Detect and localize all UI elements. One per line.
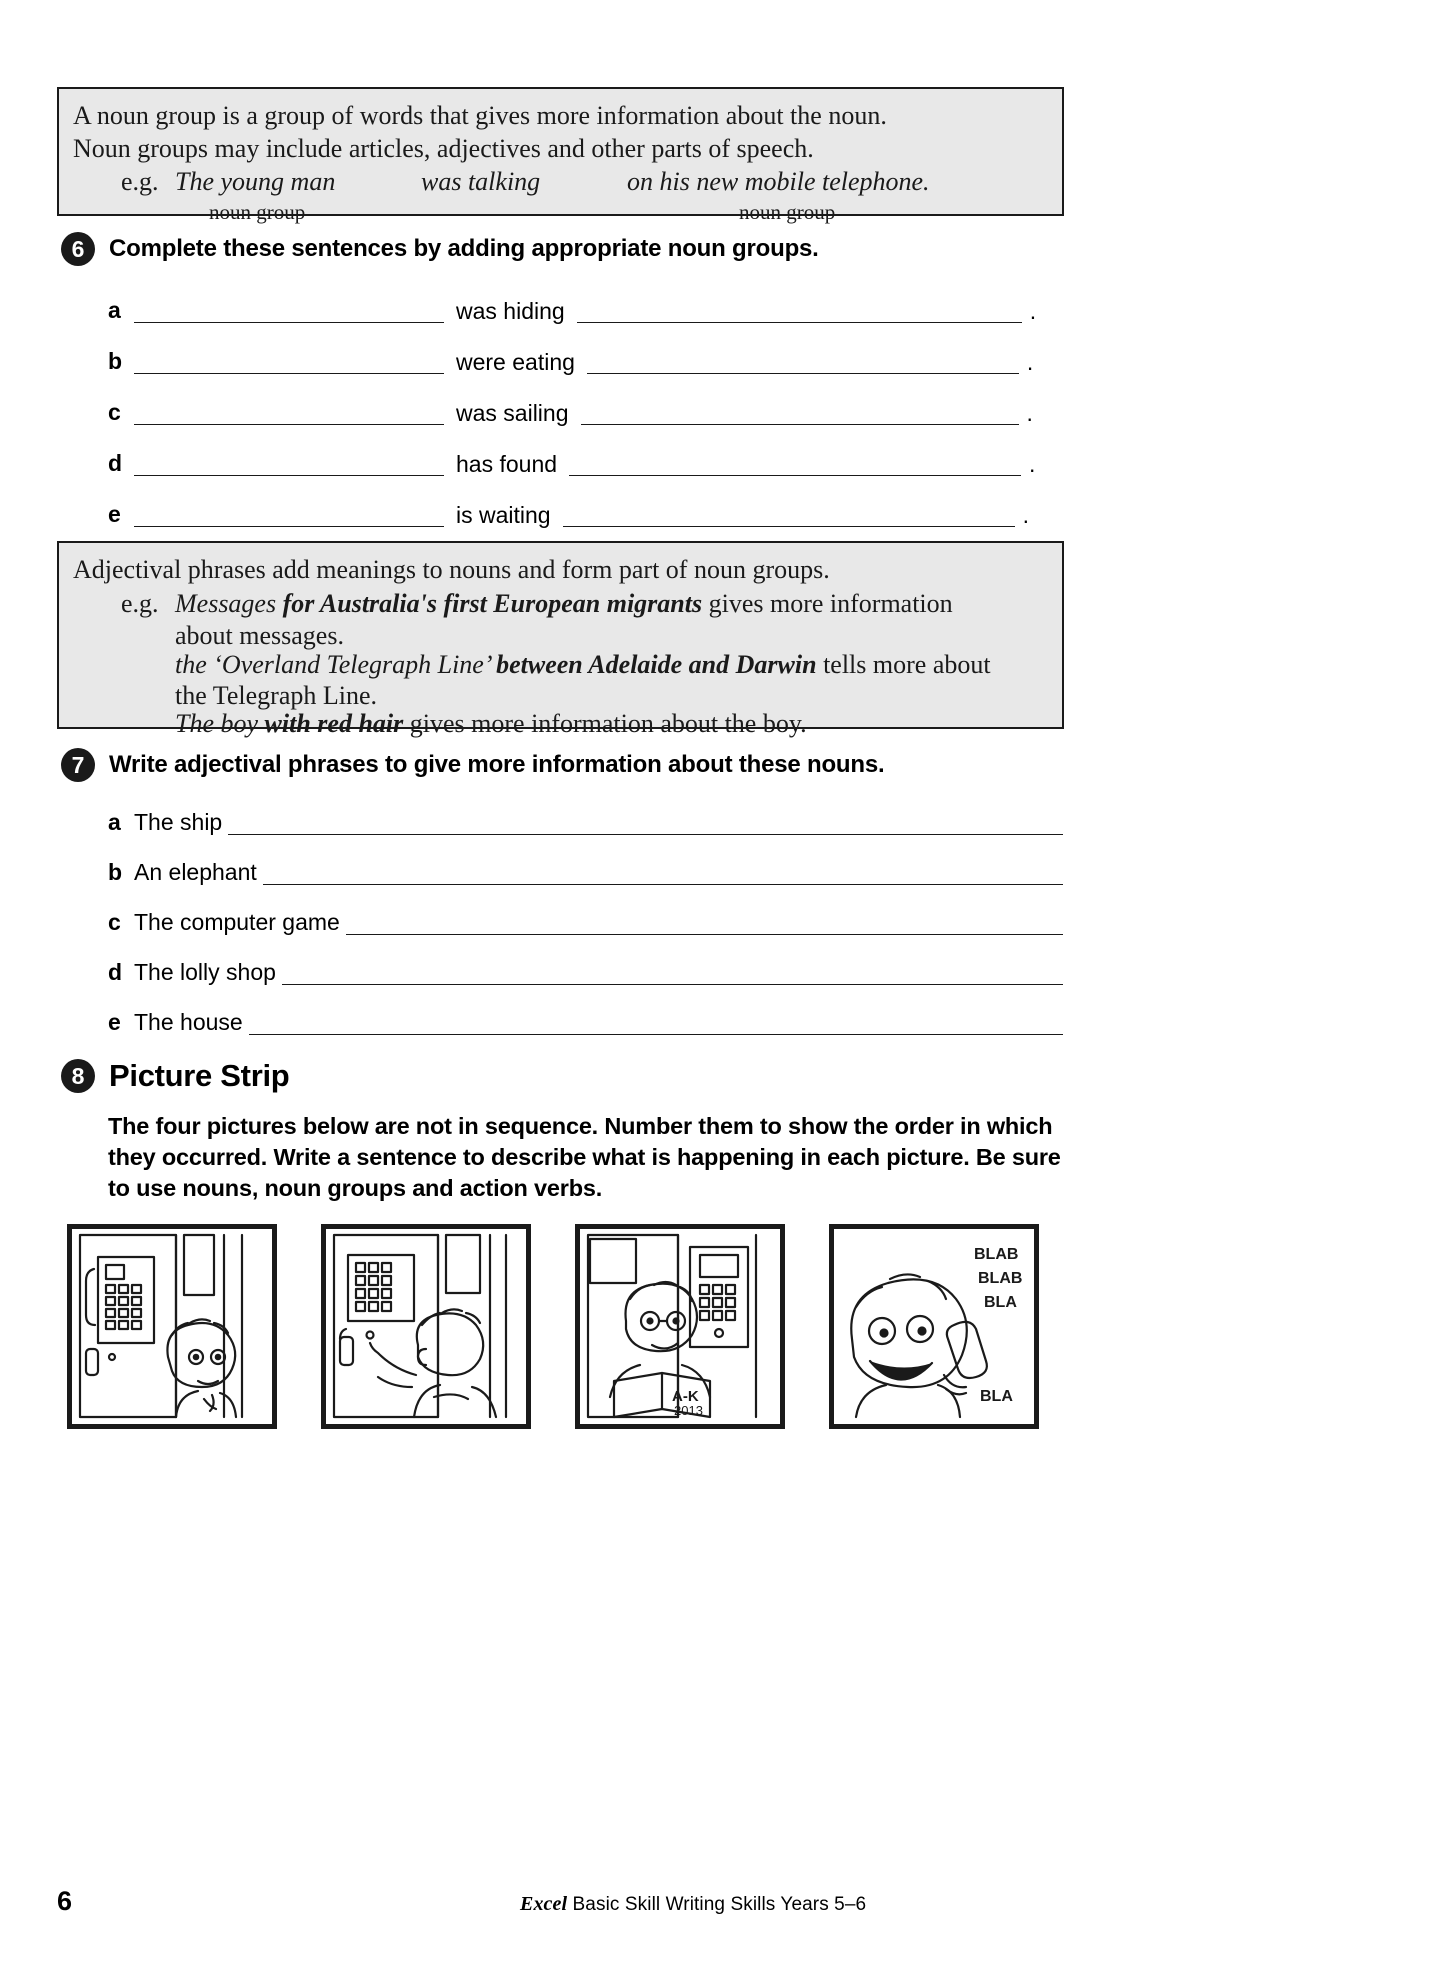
info-box-2-example-2 [175, 648, 991, 682]
item-noun: An elephant [134, 859, 257, 885]
item-letter: b [108, 348, 123, 374]
answer-blank[interactable] [282, 962, 1063, 985]
info-box-1-eg-verb: was talking [421, 167, 541, 196]
example-3-italic: The boy [175, 709, 265, 738]
question-6-item-b[interactable] [108, 344, 1048, 374]
info-box-1-caption-1: noun group [209, 200, 306, 224]
question-6-item-d[interactable] [108, 446, 1048, 476]
answer-blank-left[interactable] [134, 453, 444, 476]
info-box-2-example-1-cont: about messages. [175, 621, 344, 650]
picture-strip [67, 1224, 1039, 1429]
info-box-2-example-2-cont: the Telegraph Line. [175, 681, 378, 710]
answer-blank-right[interactable] [569, 453, 1021, 476]
question-7-heading: Write adjectival phrases to give more information about these nouns. [109, 751, 885, 778]
example-1-rest: gives more information [702, 589, 953, 618]
answer-blank[interactable] [346, 912, 1063, 935]
item-verb: has found [456, 451, 558, 477]
info-box-2-line-1: Adjectival phrases add meanings to nouns and form part of noun groups. [73, 555, 830, 584]
item-noun: The ship [134, 809, 223, 835]
item-letter: b [108, 859, 123, 885]
question-7-heading-row [61, 748, 884, 782]
example-3-rest: gives more information about the boy. [403, 709, 807, 738]
question-7-item-a[interactable] [108, 805, 1063, 835]
answer-blank[interactable] [228, 812, 1063, 835]
speech-blab-4: BLA [980, 1388, 1013, 1405]
answer-blank-left[interactable] [134, 300, 444, 323]
item-letter: e [108, 501, 121, 527]
picture-panel-2[interactable] [321, 1224, 531, 1429]
answer-blank-left[interactable] [134, 351, 444, 374]
question-7-item-b[interactable] [108, 855, 1063, 885]
item-noun: The lolly shop [134, 959, 276, 985]
example-2-italic: the ‘Overland Telegraph Line’ [175, 650, 497, 679]
item-letter: c [108, 909, 121, 935]
picture-panel-3[interactable] [575, 1224, 785, 1429]
example-2-rest: tells more about [816, 650, 991, 679]
question-6-heading: Complete these sentences by adding appropriate noun groups. [109, 235, 819, 262]
item-letter: e [108, 1009, 121, 1035]
question-8-heading-row [61, 1058, 289, 1094]
question-6-heading-row [61, 232, 819, 266]
boy-reading-phone-book-icon [580, 1229, 780, 1424]
phone-book-section-label: A-K [672, 1388, 699, 1405]
info-box-1-line-2: Noun groups may include articles, adjectives and other parts of speech. [73, 134, 814, 163]
item-verb: was sailing [456, 400, 569, 426]
item-period: . [1029, 298, 1037, 324]
page-number: 6 [57, 1886, 73, 1916]
picture-panel-4[interactable] [829, 1224, 1039, 1429]
phone-book-year-label: 2013 [674, 1403, 703, 1418]
item-period: . [1022, 502, 1029, 528]
info-box-2-example-1 [175, 587, 953, 621]
answer-blank[interactable] [249, 1012, 1063, 1035]
footer-subtitle: Basic Skill Writing Skills Years 5–6 [567, 1894, 867, 1915]
question-7-item-d[interactable] [108, 955, 1063, 985]
answer-blank[interactable] [263, 862, 1063, 885]
footer-title [520, 1893, 866, 1916]
info-box-2-example-3 [175, 707, 807, 741]
item-letter: d [108, 959, 123, 985]
item-letter: d [108, 450, 123, 476]
answer-blank-right[interactable] [581, 402, 1019, 425]
info-box-1-eg-noun-group-2: on his new mobile telephone. [627, 167, 930, 196]
example-3-bold: with red hair [264, 709, 404, 738]
answer-blank-right[interactable] [563, 504, 1015, 527]
item-verb: were eating [456, 349, 575, 375]
info-box-1-eg-label: e.g. [121, 167, 159, 196]
item-noun: The computer game [134, 909, 340, 935]
question-6-item-c[interactable] [108, 395, 1048, 425]
speech-blab-3: BLA [984, 1294, 1017, 1311]
info-box-adjectival-phrases [57, 541, 1064, 738]
question-8-number-badge: 8 [61, 1059, 95, 1093]
item-noun: The house [134, 1009, 243, 1035]
item-letter: a [108, 297, 121, 323]
info-box-1-line-1: A noun group is a group of words that gives more information about the noun. [73, 101, 887, 130]
question-6-item-e[interactable] [108, 497, 1048, 527]
info-box-1-caption-2: noun group [739, 200, 836, 224]
question-6-number-badge: 6 [61, 232, 95, 266]
footer-brand: Excel [520, 1893, 568, 1915]
answer-blank-right[interactable] [577, 300, 1022, 323]
question-7-number-badge: 7 [61, 748, 95, 782]
question-7-item-e[interactable] [108, 1005, 1063, 1035]
question-8-instruction: The four pictures below are not in sequence. Number them to show the order in which they occurred. Write a sentence to describe what is happening in each picture. Be sure to use nouns, noun groups and action verbs. [108, 1113, 1061, 1201]
picture-panel-1[interactable] [67, 1224, 277, 1429]
boy-talking-on-phone-icon [834, 1229, 1034, 1424]
speech-blab-2: BLAB [978, 1270, 1023, 1287]
question-7-item-c[interactable] [108, 905, 1063, 935]
item-period: . [1026, 400, 1033, 426]
item-verb: was hiding [456, 298, 565, 324]
item-verb: is waiting [456, 502, 551, 528]
item-letter: a [108, 809, 121, 835]
example-2-bold: between Adelaide and Darwin [496, 650, 817, 679]
boy-pressing-phone-buttons-icon [326, 1229, 526, 1424]
info-box-1-eg-noun-group-1: The young man [175, 167, 336, 196]
example-1-bold: for Australia's first European migrants [282, 589, 703, 618]
answer-blank-left[interactable] [134, 402, 444, 425]
speech-blab-1: BLAB [974, 1246, 1019, 1263]
item-period: . [1029, 451, 1036, 477]
info-box-2-eg-label: e.g. [121, 589, 159, 618]
example-1-italic: Messages [175, 589, 283, 618]
answer-blank-left[interactable] [134, 504, 444, 527]
boy-at-phone-booth-thinking-icon [72, 1229, 272, 1424]
item-period: . [1026, 349, 1034, 375]
item-letter: c [108, 399, 121, 425]
question-6-item-a[interactable] [108, 293, 1048, 323]
info-box-noun-group [57, 87, 1064, 224]
question-8-heading: Picture Strip [109, 1058, 290, 1093]
answer-blank-right[interactable] [587, 351, 1019, 374]
